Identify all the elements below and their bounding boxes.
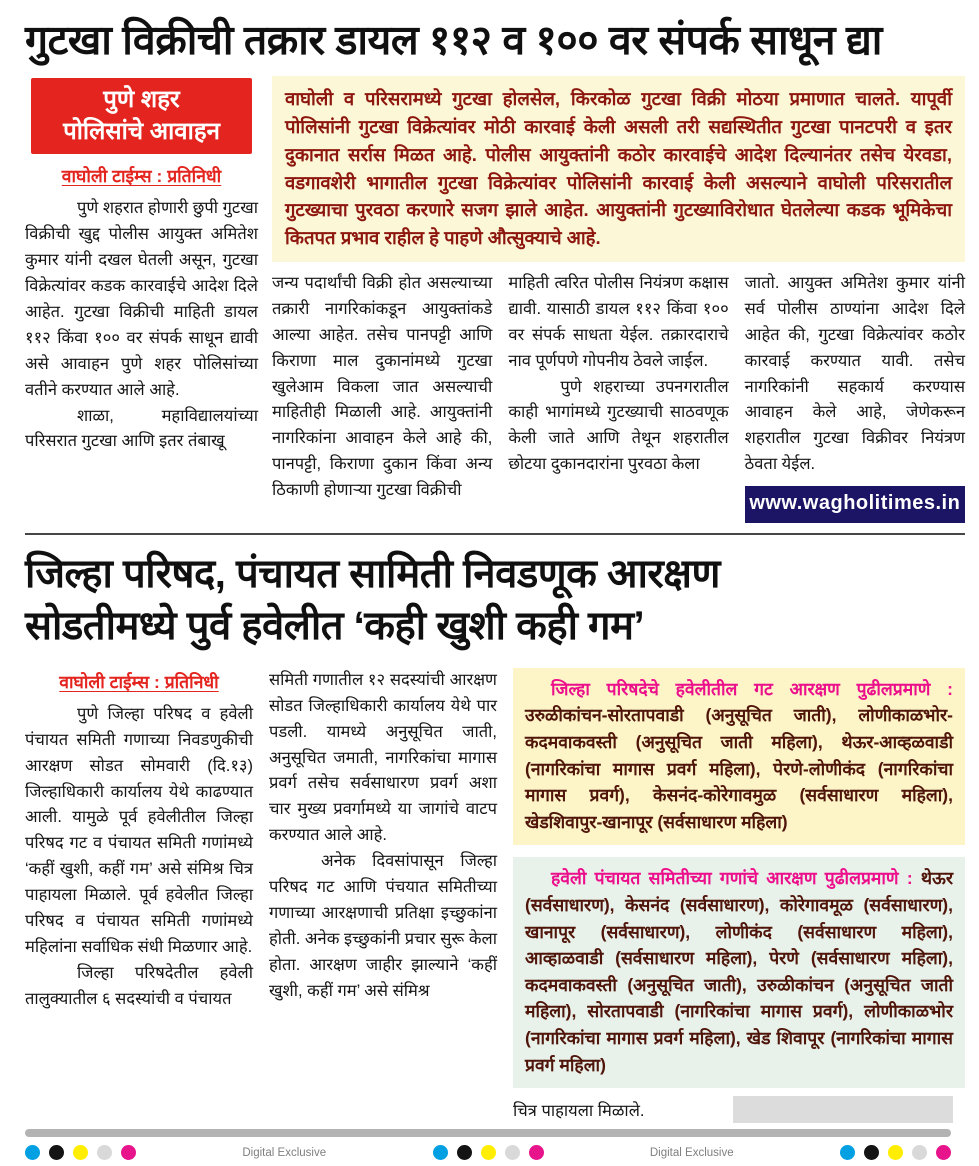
article2-headline [25, 549, 965, 651]
digital-exclusive-label-right: Digital Exclusive [649, 1146, 734, 1159]
article2-col1-text [25, 702, 253, 1013]
paragraph: अनेक दिवसांपासून जिल्हा परिषद गट आणि पंचयात समितीच्या गणाच्या आरक्षणाची प्रतिक्षा इच्छुकांना होती. अनेक इच्छुकांनी प्रचार सुरू केला होता. आरक्षण जाहीर झाल्याने ‘कहीं खुशी, कहीं गम’ असे संमिश्र [269, 852, 497, 1000]
registration-dot [505, 1145, 520, 1160]
box2-body: थेऊर (सर्वसाधारण), केसनंद (सर्वसाधारण), कोरेगावमूळ (सर्वसाधारण), खानापूर (सर्वसाधारण), लोणीकंद (सर्वसाधारण महिला), आव्हाळवाडी (सर्वसाधारण महिला), पेरणे (सर्वसाधारण महिला), कदमवाकवस्ती (अनुसूचित जाती), उरुळीकांचन (अनुसूचित जाती महिला), सोरतापवाडी (नागरिकांचा मागास प्रवर्ग), लोणीकाळभोर (नागरिकांचा मागास प्रवर्ग महिला), खेड शिवापूर (नागरिकांचा मागास प्रवर्ग महिला) [525, 868, 953, 1075]
article2-col2 [269, 668, 497, 1123]
digital-exclusive-label-left: Digital Exclusive [242, 1146, 327, 1159]
paragraph: पुणे शहरात होणारी छुपी गुटखा विक्रीची खुद्द पोलीस आयुक्त अमितेश कुमार यांनी दखल घेतली असून, गुटखा विक्रेत्यांवर कडक कारवाईचे आदेश दिले आहेत. गुटखा विक्रीची माहिती डायल ११२ किंवा १०० वर संपर्क साधून द्यावी असे आवाहन पुणे शहर पोलिसांच्या वतीने करण्यात आले आहे. [25, 199, 258, 399]
footer-divider-bar [25, 1129, 951, 1137]
article1-intro-box [272, 76, 965, 262]
box1-heading: जिल्हा परिषदेचे हवेलीतील गट आरक्षण पुढीलप्रमाणे : [551, 678, 953, 699]
box2-heading: हवेली पंचायत समितीच्या गणांचे आरक्षण पुढीलप्रमाणे : [551, 868, 921, 889]
registration-dot [49, 1145, 64, 1160]
registration-dot [25, 1145, 40, 1160]
registration-dot [97, 1145, 112, 1160]
article2-col2-text [269, 668, 497, 1005]
paragraph: माहिती त्वरित पोलीस नियंत्रण कक्षास द्यावी. यासाठी डायल ११२ किंवा १०० वर संपर्क साधता येईल. तक्रारदाराचे नाव पूर्णपणे गोपनीय ठेवले जाईल. [508, 273, 729, 370]
registration-dot [481, 1145, 496, 1160]
article1-byline: वाघोली टाईम्स : प्रतिनिधी [61, 166, 222, 187]
article1-headline: गुटखा विक्रीची तक्रार डायल ११२ व १०० वर संपर्क साधून द्या [25, 17, 882, 63]
paragraph: पुणे शहराच्या उपनगरातील काही भागांमध्ये गुटख्याची साठवणूक केली जाते आणि तेथून शहरातील छोटया दुकानदारांना पुरवठा केला [508, 377, 729, 474]
article1-columns [272, 271, 965, 524]
registration-dot [936, 1145, 951, 1160]
panchayat-gan-reservation-box [513, 857, 965, 1088]
registration-dot [457, 1145, 472, 1160]
registration-dot [840, 1145, 855, 1160]
gray-placeholder [733, 1096, 953, 1123]
paragraph: जातो. आयुक्त अमितेश कुमार यांनी सर्व पोलीस ठाण्यांना आदेश दिले आहेत की, गुटखा विक्रेत्यांवर कठोर कारवाई करण्यात यावी. तसेच नागरिकांनी सहकार्य करण्यास आवाहन केले आहे, जेणेकरून शहरातील गुटखा विक्रीवर नियंत्रण ठेवता येईल. [744, 273, 965, 474]
article1-col2-text [272, 271, 492, 524]
police-appeal-badge [31, 78, 252, 154]
registration-dot [864, 1145, 879, 1160]
paragraph: पुणे जिल्हा परिषद व हवेली पंचायत समिती गणाच्या निवडणुकीची आरक्षण सोडत सोमवारी (दि.१३) जिल्हाधिकारी कार्यालय येथे काढण्यात आली. यामुळे पूर्व हवेलीतील जिल्हा परिषद गट व पंचायत समिती गणांमध्ये ‘कहीं खुशी, कहीं गम’ असे संमिश्र चित्र पाहायला मिळाले. पूर्व हवेलीत जिल्हा परिषद व पंचायत समिती गणांमध्ये महिलांना सर्वाधिक संधी मिळणार आहे. [25, 704, 253, 956]
registration-dot [73, 1145, 88, 1160]
box1-paragraph [525, 676, 953, 836]
article2-reservation-boxes [513, 668, 965, 1123]
registration-dot [888, 1145, 903, 1160]
registration-marks-center [433, 1145, 544, 1160]
article1-col4-text [745, 271, 965, 524]
box1-body: उरुळीकांचन-सोरतापवाडी (अनुसूचित जाती), लोणीकाळभोर-कदमवाकवस्ती (अनुसूचित जाती महिला), थेऊर-आव्हळवाडी (नागरिकांचा मागास प्रवर्ग महिला), पेरणे-लोणीकंद (नागरिकांचा मागास प्रवर्ग), केसनंद-कोरेगावमुळ (सर्वसाधारण महिला), खेडशिवापुर-खानापूर (सर्वसाधारण महिला) [525, 705, 953, 832]
article2-headline-line1: जिल्हा परिषद, पंचायत सामिती निवडणूक आरक्षण [25, 552, 720, 597]
registration-marks-right [840, 1145, 951, 1160]
article-divider [25, 533, 965, 535]
badge-line2: पोलिसांचे आवाहन [63, 118, 220, 146]
article1-right-area [272, 76, 965, 523]
website-link[interactable]: www.wagholitimes.in [745, 486, 965, 523]
article1 [25, 76, 965, 523]
registration-dot [529, 1145, 544, 1160]
paragraph: शाळा, महाविद्यालयांच्या परिसरात गुटखा आणि इतर तंबाखू [25, 406, 258, 451]
article1-col1-text [25, 196, 258, 455]
paragraph: समिती गणातील १२ सदस्यांची आरक्षण सोडत जिल्हाधिकारी कार्यालय येथे पार पडली. यामध्ये अनुसूचित जाती, अनुसूचित जमाती, नागरिकांचा मागास प्रवर्ग तसेच सर्वसाधारण प्रवर्ग अशा चार मुख्य प्रवर्गामध्ये या जागांचे वाटप करण्यात आले आहे. [269, 670, 497, 845]
article2 [25, 668, 965, 1123]
article2-bottom-row [513, 1096, 965, 1123]
zp-group-reservation-box [513, 668, 965, 846]
article2-tail-text: चित्र पाहायला मिळाले. [513, 1102, 645, 1121]
article2-col1 [25, 668, 253, 1123]
paragraph: जन्य पदार्थांची विक्री होत असल्याच्या तक्रारी नागरिकांकडून आयुक्तांकडे आल्या आहेत. तसेच पानपट्टी आणि किराणा माल दुकानांमध्ये गुटखा खुलेआम विकला जात असल्याची माहितीही मिळाली आहे. आयुक्तांनी नागरिकांना आवाहन केले आहे की, पानपट्टी, किराणा दुकान किंवा अन्य ठिकाणी होणाऱ्या गुटखा विक्रीची [272, 273, 493, 500]
footer-row [25, 1145, 951, 1160]
article2-headline-line2: सोडतीमध्ये पुर्व हवेलीत ‘कही खुशी कही गम’ [25, 603, 645, 648]
registration-dot [121, 1145, 136, 1160]
article1-col3-text [508, 271, 728, 524]
registration-dot [433, 1145, 448, 1160]
registration-dot [912, 1145, 927, 1160]
intro-paragraph: वाघोली व परिसरामध्ये गुटखा होलसेल, किरकोळ गुटखा विक्री मोठया प्रमाणात चालते. यापूर्वी पोलिसांनी गुटखा विक्रेत्यांवर मोठी कारवाई केली असली तरी सद्यस्थितीत गुटखा पानटपरी व इतर दुकानात सर्रास मिळत आहे. पोलीस आयुक्तांनी कठोर कारवाईचे आदेश दिल्यानंतर तसेच येरवडा, वडगावशेरी भागातील गुटखा विक्रेत्यांवर पोलिसांनी कारवाई केली असल्याने वाघोली परिसरातील गुटख्याचा पुरवठा करणारे सजग झाले आहेत. आयुक्तांनी गुटख्याविरोधात घेतलेल्या कडक भूमिकेचा कितपत प्रभाव राहील हे पाहणे औत्सुक्याचे आहे. [285, 88, 952, 249]
page-footer [25, 1129, 965, 1166]
badge-line1: पुणे शहर [103, 86, 180, 114]
article2-byline: वाघोली टाईम्स : प्रतिनिधी [59, 671, 219, 692]
box2-paragraph [525, 865, 953, 1078]
paragraph: जिल्हा परिषदेतील हवेली तालुक्यातील ६ सदस्यांची व पंचायत [25, 963, 253, 1008]
article1-left-column [25, 76, 258, 523]
registration-marks-left [25, 1145, 136, 1160]
